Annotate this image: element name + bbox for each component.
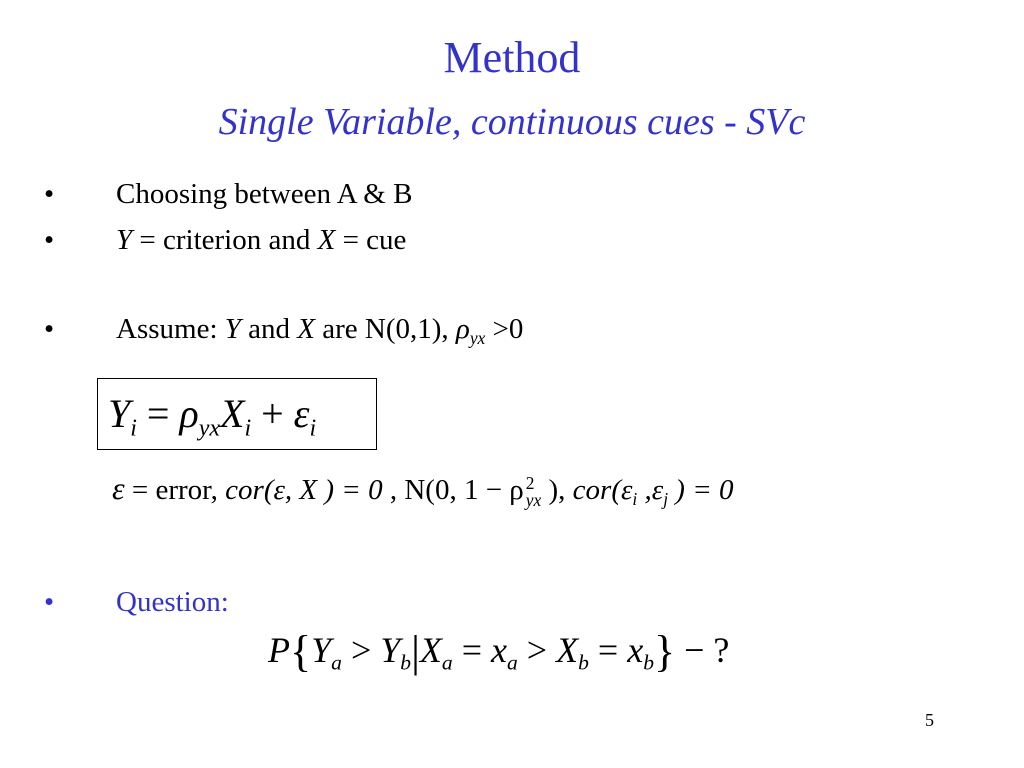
err-cor2-pre: cor(ε xyxy=(572,474,633,506)
bullet-marker: • xyxy=(44,178,55,210)
bullet-marker: • xyxy=(44,313,55,345)
q-eq: = xyxy=(588,630,628,670)
bullet-choosing: Choosing between A & B xyxy=(116,178,413,210)
q-gt: > xyxy=(517,630,557,670)
text-criterion: = criterion and xyxy=(132,224,318,256)
eq-plus: + xyxy=(251,391,294,436)
q-xb: x xyxy=(627,630,644,670)
q-sub-b: b xyxy=(578,650,589,675)
var-y: Y xyxy=(224,313,241,345)
eq-Y: Y xyxy=(108,391,131,436)
page-number: 5 xyxy=(925,710,934,730)
err-cor2-mid: ,ε xyxy=(637,474,664,506)
rho-symbol: ρ xyxy=(455,313,470,345)
var-x: X xyxy=(297,313,315,345)
eq-epsilon: ε xyxy=(293,391,310,436)
eq-sub-i: i xyxy=(309,415,317,442)
bullet-criterion-cue xyxy=(116,224,406,257)
q-Xb: X xyxy=(556,630,579,670)
model-equation-box xyxy=(97,378,377,450)
err-normal-pre: N(0, 1 − ρ xyxy=(404,474,524,506)
err-normal-post: ), xyxy=(541,474,573,506)
q-gt: > xyxy=(341,630,381,670)
err-cor2-post: ) = 0 xyxy=(668,474,734,506)
q-sub-b: b xyxy=(400,650,412,675)
eq-rho: ρ xyxy=(179,391,199,436)
q-bar: | xyxy=(411,627,420,676)
q-Xa: X xyxy=(419,630,442,670)
q-sub-a: a xyxy=(507,650,518,675)
err-cor2-i: i xyxy=(632,489,638,510)
text-greater-zero: >0 xyxy=(485,313,524,345)
q-sub-a: a xyxy=(331,650,342,675)
q-lbrace: { xyxy=(290,627,312,676)
eq-X: X xyxy=(220,391,245,436)
err-sub-yx: yx xyxy=(525,490,542,511)
bullet-assume xyxy=(116,313,523,349)
bullet-marker: • xyxy=(44,224,55,256)
err-cor2-j: j xyxy=(663,489,669,510)
q-xa: x xyxy=(491,630,507,670)
bullet-question: Question: xyxy=(116,586,229,618)
q-Ya: Y xyxy=(311,630,332,670)
text-normal: are N(0,1), xyxy=(314,313,456,345)
text-cue: = cue xyxy=(335,224,407,256)
var-x: X xyxy=(317,224,336,256)
q-rbrace: } xyxy=(654,627,676,676)
eq-sub-i: i xyxy=(130,415,137,442)
bullet-marker: • xyxy=(44,586,55,618)
q-P: P xyxy=(268,630,290,670)
err-epsilon: ε xyxy=(112,470,125,506)
error-definition xyxy=(112,470,734,510)
q-sub-b: b xyxy=(643,650,654,675)
q-sub-a: a xyxy=(441,650,453,675)
err-cor1: cor(ε, X ) = 0 xyxy=(225,474,390,506)
q-tail: − ? xyxy=(675,630,730,670)
question-equation xyxy=(268,626,729,677)
text-and: and xyxy=(240,313,298,345)
err-rho-supsub xyxy=(525,472,542,511)
eq-equals: = xyxy=(136,391,180,436)
q-eq: = xyxy=(452,630,492,670)
err-sup-2: 2 xyxy=(525,472,535,493)
var-y: Y xyxy=(116,224,133,256)
eq-sub-i: i xyxy=(244,415,252,442)
slide-subtitle: Single Variable, continuous cues - SVc xyxy=(218,101,806,143)
rho-subscript: yx xyxy=(469,328,486,349)
slide-title: Method xyxy=(443,33,581,82)
err-comma: , xyxy=(389,474,405,506)
eq-sub-yx: yx xyxy=(198,415,220,442)
text-assume: Assume: xyxy=(116,313,225,345)
q-Yb: Y xyxy=(380,630,401,670)
err-text: = error, xyxy=(124,474,226,506)
